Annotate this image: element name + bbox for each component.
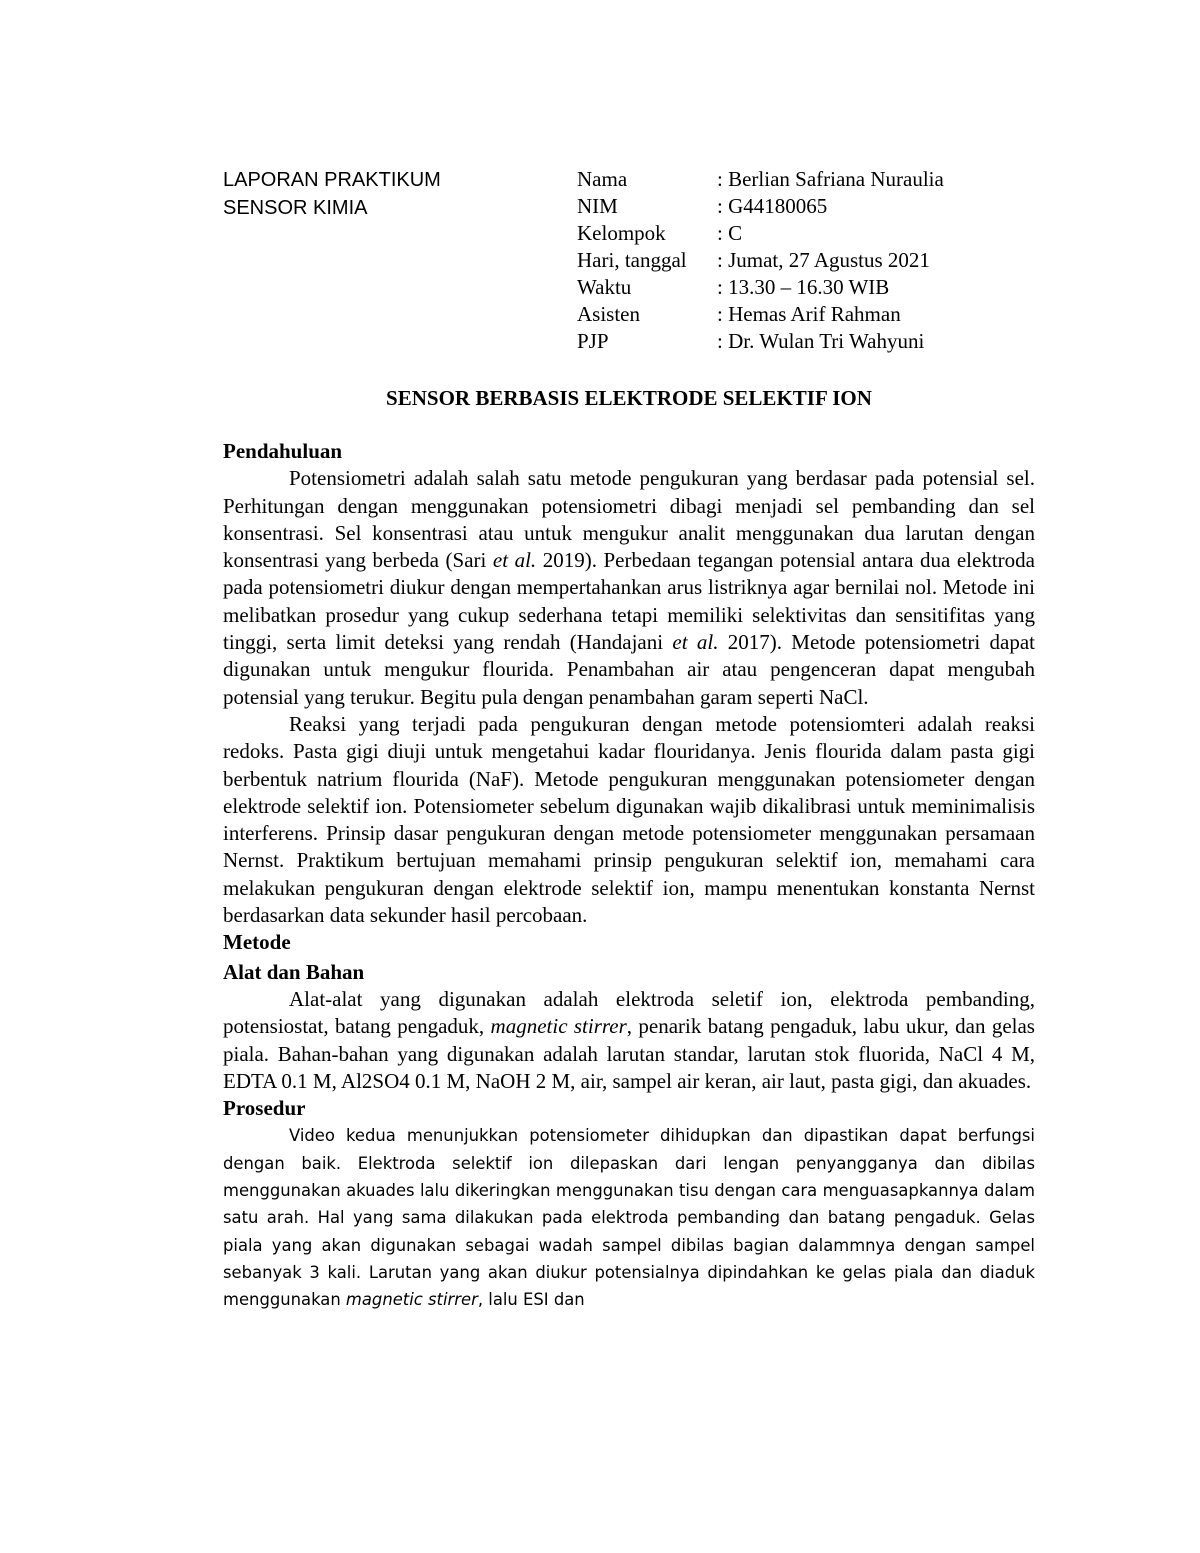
paragraph	[223, 986, 1035, 1095]
info-label: Waktu	[577, 275, 632, 299]
paragraph-text: Video kedua menunjukkan potensiometer dihidupkan dan dipastikan dapat berfungsi dengan baik. Elektroda selektif ion dilepaskan dari lengan penyangganya dan dibilas menggunakan akuades lalu dikeringkan menggunakan tisu dengan cara menguasapkannya dalam satu arah. Hal yang sama dilakukan pada elektroda pembanding dan batang pengaduk. Gelas piala yang akan digunakan sebagai wadah sampel dibilas bagian dalammnya dengan sampel sebanyak 3 kali. Larutan yang akan diukur potensialnya dipindahkan ke gelas piala dan diaduk menggunakan	[223, 1126, 1035, 1310]
section-heading-metode: Metode	[223, 930, 291, 955]
info-value: : C	[717, 221, 743, 245]
citation-et-al: et al.	[672, 630, 719, 655]
document-title: SENSOR BERBASIS ELEKTRODE SELEKTIF ION	[386, 386, 872, 410]
course-name: SENSOR KIMIA	[223, 197, 368, 219]
subsection-heading-prosedur: Prosedur	[223, 1096, 306, 1121]
info-value: : Dr. Wulan Tri Wahyuni	[717, 329, 925, 353]
info-value: : 13.30 – 16.30 WIB	[717, 275, 890, 299]
document-body	[223, 438, 1035, 1314]
info-row	[577, 166, 944, 193]
info-row	[577, 193, 944, 220]
info-label: Nama	[577, 167, 628, 191]
student-info-table	[577, 166, 944, 355]
paragraph	[223, 1122, 1035, 1313]
info-value: : Jumat, 27 Agustus 2021	[717, 248, 930, 272]
info-row	[577, 220, 944, 247]
paragraph-text: , lalu ESI dan	[477, 1290, 585, 1310]
subsection-heading-alat-bahan: Alat dan Bahan	[223, 959, 365, 984]
info-value: : G44180065	[717, 194, 828, 218]
info-label: Kelompok	[577, 221, 666, 245]
section-heading-pendahuluan: Pendahuluan	[223, 439, 343, 463]
paragraph	[223, 465, 1035, 711]
info-row	[577, 247, 944, 274]
info-row	[577, 301, 944, 328]
info-label: Hari, tanggal	[577, 248, 687, 272]
citation-et-al: et al.	[492, 548, 537, 573]
info-label: NIM	[577, 194, 618, 218]
report-title-line: LAPORAN PRAKTIKUM	[223, 169, 441, 191]
paragraph-text: Alat-alat yang digunakan adalah elektroda seletif ion, elektroda pembanding, potensiostat, batang pengaduk,	[223, 986, 1035, 1039]
italic-term: magnetic stirrer	[345, 1290, 478, 1310]
info-label: PJP	[577, 329, 609, 353]
paragraph-text: 2019). Perbedaan tegangan potensial antara dua elektroda pada potensiometri diukur dengan mempertahankan arus listriknya agar bernilai nol. Metode ini melibatkan prosedur yang cukup sederhana tetapi memiliki selektivitas dan sensitifitas yang tinggi, serta limit deteksi yang rendah (Handajani	[223, 548, 1035, 655]
paragraph-text: 2017). Metode potensiometri dapat digunakan untuk mengukur flourida. Penambahan air atau pengenceran dapat mengubah potensial yang terukur. Begitu pula dengan penambahan garam seperti NaCl.	[223, 630, 1035, 709]
info-label: Asisten	[577, 302, 640, 326]
info-row	[577, 328, 944, 355]
info-value: : Hemas Arif Rahman	[717, 302, 901, 326]
info-row	[577, 274, 944, 301]
paragraph-text: Potensiometri adalah salah satu metode pengukuran yang berdasar pada potensial sel. Perhitungan dengan menggunakan potensiometri dibagi menjadi sel pembanding dan sel konsentrasi. Sel konsentrasi atau untuk mengukur analit menggunakan dua larutan dengan konsentrasi yang berbeda (Sari	[223, 466, 1035, 573]
info-value: : Berlian Safriana Nuraulia	[717, 167, 944, 191]
italic-term: magnetic stirrer	[490, 1014, 627, 1039]
paragraph-text: , penarik batang pengaduk, labu ukur, dan gelas piala. Bahan-bahan yang digunakan adalah larutan standar, larutan stok fluorida, NaCl 4 M, EDTA 0.1 M, Al2SO4 0.1 M, NaOH 2 M, air, sampel air keran, air laut, pasta gigi, dan akuades.	[223, 1014, 1035, 1093]
paragraph: Reaksi yang terjadi pada pengukuran dengan metode potensiomteri adalah reaksi redoks. Pasta gigi diuji untuk mengetahui kadar flouridanya. Jenis flourida dalam pasta gigi berbentuk natrium flourida (NaF). Metode pengukuran menggunakan potensiometer dengan elektrode selektif ion. Potensiometer sebelum digunakan wajib dikalibrasi untuk meminimalisis interferens. Prinsip dasar pengukuran dengan metode potensiometer menggunakan persamaan Nernst. Praktikum bertujuan memahami prinsip pengukuran selektif ion, memahami cara melakukan pengukuran dengan elektrode selektif ion, mampu menentukan konstanta Nernst berdasarkan data sekunder hasil percobaan.	[223, 711, 1035, 928]
report-header	[223, 166, 441, 222]
